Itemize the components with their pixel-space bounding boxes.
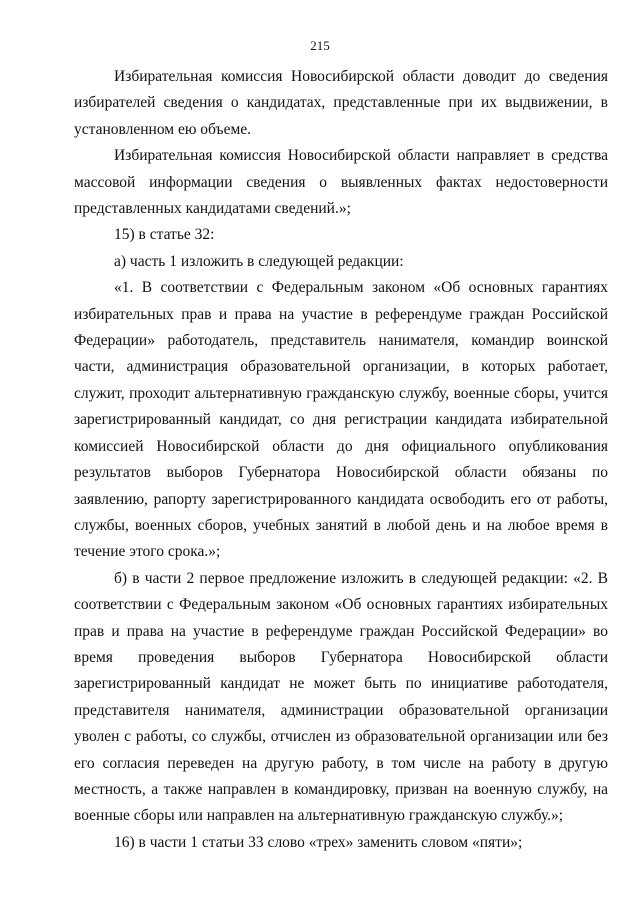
- document-body: [74, 64, 608, 856]
- paragraph-item-15b: б) в части 2 первое предложение изложить в следующей редакции: «2. В соответствии с Федеральным законом «Об основных гарантиях избирательных прав и права на участие в референдуме граждан Российской Федерации» во время проведения выборов Губернатора Новосибирской области зарегистрированный кандидат не может быть по инициативе работодателя, представителя нанимателя, администрации образовательной организации уволен с работы, со службы, отчислен из образовательной организации или без его согласия переведен на другую работу, в том числе на работу в другую местность, а также направлен в командировку, призван на военную службу, на военные сборы или направлен на альтернативную гражданскую службу.»;: [74, 569, 608, 825]
- paragraph-commission-informs-voters: Избирательная комиссия Новосибирской области доводит до сведения избирателей сведения о кандидатах, представленные при их выдвижении, в установленном ею объеме.: [74, 68, 608, 138]
- paragraph-item-15: 15) в статье 32:: [114, 226, 215, 244]
- paragraph-item-15a: а) часть 1 изложить в следующей редакции:: [114, 252, 404, 270]
- page-number: 215: [310, 38, 330, 53]
- paragraph-part-1-text: «1. В соответствии с Федеральным законом «Об основных гарантиях избирательных прав и права на участие в референдуме граждан Российской Федерации» работодатель, представитель нанимателя, командир воинской части, администрация образовательной организации, в которых работает, служит, проходит альтернативную гражданскую службу, военные сборы, учится зарегистрированный кандидат, со дня регистрации кандидата избирательной комиссией Новосибирской области до дня официального опубликования результатов выборов Губернатора Новосибирской области обязаны по заявлению, рапорту зарегистрированного кандидата освободить его от работы, службы, военных сборов, учебных занятий в любой день и на любое время в течение этого срока.»;: [74, 279, 608, 561]
- paragraph-item-16: 16) в части 1 статьи 33 слово «трех» заменить словом «пяти»;: [114, 833, 523, 851]
- paragraph-commission-media: Избирательная комиссия Новосибирской области направляет в средства массовой информации сведения о выявленных фактах недостоверности представленных кандидатами сведений.»;: [74, 147, 608, 218]
